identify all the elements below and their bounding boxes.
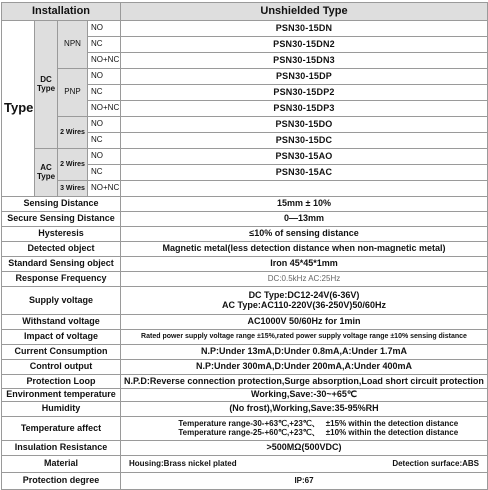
current-consumption-value: N.P:Under 13mA,D:Under 0.8mA,A:Under 1.7mA (121, 345, 488, 360)
pnp-label: PNP (58, 69, 88, 117)
ac-type-label: AC Type (35, 149, 58, 197)
temp-affect-line1-right: ±15% within the detection distance (325, 418, 459, 428)
npn-nonc-output: NO+NC (88, 53, 121, 69)
humidity-value: (No frost),Working,Save:35-95%RH (121, 402, 488, 417)
dc2-no-output: NO (88, 117, 121, 133)
protection-loop-value: N.P.D:Reverse connection protection,Surge absorption,Load short circuit protection (121, 375, 488, 389)
control-output-value: N.P:Under 300mA,D:Under 200mA,A:Under 400mA (121, 360, 488, 375)
header-row (2, 3, 488, 21)
material-housing: Housing:Brass nickel plated (129, 458, 237, 468)
protection-loop-label: Protection Loop (2, 375, 121, 389)
humidity-label: Humidity (2, 402, 121, 417)
impact-voltage-label: Impact of voltage (2, 330, 121, 345)
sensing-distance-label: Sensing Distance (2, 197, 121, 212)
hysteresis-label: Hysteresis (2, 227, 121, 242)
npn-nc-output: NC (88, 37, 121, 53)
temp-affect-line2-right: ±10% within the detection distance (325, 427, 459, 437)
ac2-no-model: PSN30-15AO (121, 149, 488, 165)
secure-distance-label: Secure Sensing Distance (2, 212, 121, 227)
protection-degree-value: IP:67 (121, 473, 488, 490)
material-detection: Detection surface:ABS (392, 458, 479, 468)
ac2-no-output: NO (88, 149, 121, 165)
supply-voltage-label: Supply voltage (2, 287, 121, 315)
withstand-voltage-label: Withstand voltage (2, 315, 121, 330)
standard-object-label: Standard Sensing object (2, 257, 121, 272)
temp-affect-line2-left: Temperature range-25-+60℃,+23℃、 (178, 427, 320, 437)
supply-voltage-ac: AC Type:AC110-220V(36-250V)50/60Hz (222, 299, 386, 310)
installation-header: Installation (2, 3, 121, 21)
insulation-value: >500MΩ(500VDC) (121, 441, 488, 456)
withstand-voltage-value: AC1000V 50/60Hz for 1min (121, 315, 488, 330)
table-row (2, 402, 488, 417)
table-row (2, 473, 488, 490)
impact-voltage-value: Rated power supply voltage range ±15%,rated power supply voltage range ±10% sensing distance (121, 330, 488, 345)
ac3-nonc-model (121, 181, 488, 197)
table-row (2, 389, 488, 402)
table-row (2, 257, 488, 272)
pnp-nonc-output: NO+NC (88, 101, 121, 117)
table-row (2, 287, 488, 315)
current-consumption-label: Current Consumption (2, 345, 121, 360)
table-row (2, 272, 488, 287)
supply-voltage-value (121, 287, 488, 315)
table-row (2, 315, 488, 330)
table-row (2, 242, 488, 257)
control-output-label: Control output (2, 360, 121, 375)
temp-affect-line1-left: Temperature range-30-+63℃,+23℃、 (178, 418, 320, 428)
dc-two-wires-label: 2 Wires (58, 117, 88, 149)
table-row (2, 375, 488, 389)
pnp-nc-model: PSN30-15DP2 (121, 85, 488, 101)
protection-degree-label: Protection degree (2, 473, 121, 490)
response-frequency-value: DC:0.5kHz AC:25Hz (121, 272, 488, 287)
pnp-no-model: PSN30-15DP (121, 69, 488, 85)
detected-object-value: Magnetic metal(less detection distance when non-magnetic metal) (121, 242, 488, 257)
ac3-nonc-output: NO+NC (88, 181, 121, 197)
pnp-nc-output: NC (88, 85, 121, 101)
table-row (2, 212, 488, 227)
ac-two-wires-label: 2 Wires (58, 149, 88, 181)
table-row (2, 181, 488, 197)
response-frequency-label: Response Frequency (2, 272, 121, 287)
secure-distance-value: 0—13mm (121, 212, 488, 227)
pnp-no-output: NO (88, 69, 121, 85)
table-row (2, 441, 488, 456)
supply-voltage-dc: DC Type:DC12-24V(6-36V) (248, 289, 360, 300)
hysteresis-value: ≤10% of sensing distance (121, 227, 488, 242)
table-row (2, 330, 488, 345)
type-label: Type (2, 21, 35, 197)
table-row (2, 69, 488, 85)
material-label: Material (2, 456, 121, 473)
dc-type-label (35, 21, 58, 149)
npn-nonc-model: PSN30-15DN3 (121, 53, 488, 69)
table-row (2, 360, 488, 375)
temperature-affect-label: Temperature affect (2, 417, 121, 441)
table-row (2, 21, 488, 37)
table-row (2, 345, 488, 360)
ac2-nc-output: NC (88, 165, 121, 181)
table-row (2, 197, 488, 212)
table-row (2, 456, 488, 473)
environment-temp-value: Working,Save:-30~+65℃ (121, 389, 488, 402)
dc-type-text: DC Type (36, 74, 56, 93)
dc2-nc-output: NC (88, 133, 121, 149)
dc2-nc-model: PSN30-15DC (121, 133, 488, 149)
unshielded-header: Unshielded Type (121, 3, 488, 21)
npn-nc-model: PSN30-15DN2 (121, 37, 488, 53)
table-row (2, 117, 488, 133)
pnp-nonc-model: PSN30-15DP3 (121, 101, 488, 117)
detected-object-label: Detected object (2, 242, 121, 257)
spec-table (1, 2, 488, 490)
standard-object-value: Iron 45*45*1mm (121, 257, 488, 272)
table-row (2, 149, 488, 165)
environment-temp-label: Environment temperature (2, 389, 121, 402)
ac2-nc-model: PSN30-15AC (121, 165, 488, 181)
insulation-label: Insulation Resistance (2, 441, 121, 456)
temperature-affect-value (121, 417, 488, 441)
sensing-distance-value: 15mm ± 10% (121, 197, 488, 212)
npn-no-output: NO (88, 21, 121, 37)
npn-no-model: PSN30-15DN (121, 21, 488, 37)
table-row (2, 417, 488, 441)
material-value (121, 456, 488, 473)
dc2-no-model: PSN30-15DO (121, 117, 488, 133)
table-row (2, 227, 488, 242)
three-wires-label: 3 Wires (58, 181, 88, 197)
npn-label: NPN (58, 21, 88, 69)
